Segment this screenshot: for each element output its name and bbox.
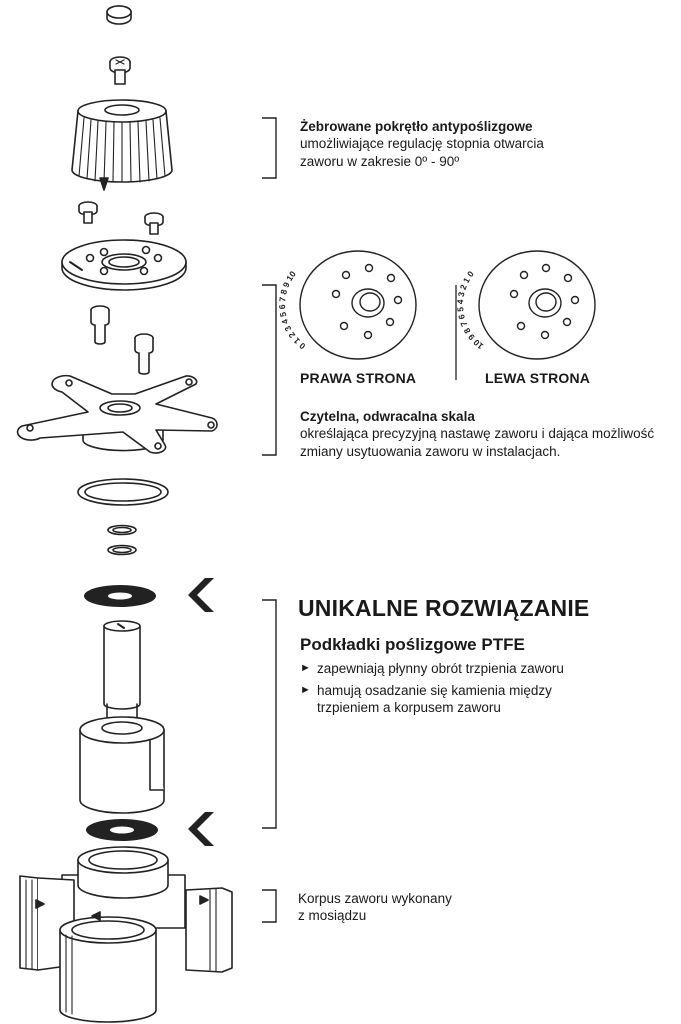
- ptfe-bullet-2-line-2: trzpieniem a korpusem zaworu: [317, 700, 501, 716]
- brass-valve-body: [20, 847, 232, 1022]
- left-side-label: LEWA STRONA: [485, 370, 591, 386]
- scale-desc-line-1: określająca precyzyjną nastawę zaworu i dająca możliwość: [300, 426, 655, 442]
- bullet-marker: ►: [300, 662, 311, 674]
- small-o-rings: [108, 526, 136, 555]
- unique-headline: UNIKALNE ROZWIĄZANIE: [298, 595, 590, 621]
- large-o-ring: [78, 479, 168, 505]
- bracket-knob: [262, 118, 276, 178]
- knob-desc-line-2: zaworu w zakresie 0º - 90º: [300, 153, 460, 169]
- bracket-body: [262, 890, 276, 922]
- ptfe-bullet-1-line-1: zapewniają płynny obrót trzpienia zaworu: [317, 661, 564, 676]
- ptfe-bullet-1: [300, 660, 630, 677]
- scale-plate: [62, 240, 186, 290]
- scale-right-dial: [300, 251, 416, 359]
- bracket-scale: [262, 285, 276, 455]
- mounting-bracket: [18, 376, 217, 453]
- bullet-marker: ►: [300, 684, 311, 696]
- valve-sleeve: [80, 717, 164, 813]
- right-dial-digits: 0 1 2 3 4 5 6 7 8 9 10: [276, 269, 308, 352]
- valve-stem: [104, 621, 140, 720]
- scale-description: [300, 408, 654, 460]
- ribbed-knob: [72, 100, 172, 190]
- scale-title: Czytelna, odwracalna skala: [300, 409, 475, 424]
- body-desc-line-1: Korpus zaworu wykonany: [298, 891, 452, 906]
- bracket-bolts: [91, 306, 153, 374]
- body-description: [298, 890, 452, 925]
- right-side-label: PRAWA STRONA: [300, 370, 417, 386]
- body-desc-line-2: z mosiądzu: [298, 908, 367, 924]
- left-dial-digits: 10 9 8 7 6 5 4 3 2 1 0: [455, 269, 486, 352]
- knob-fixing-screws: [79, 202, 163, 234]
- knob-title: Żebrowane pokrętło antypoślizgowe: [300, 119, 533, 134]
- ptfe-bullet-2-line-1: hamują osadzanie się kamienia między: [317, 683, 552, 698]
- ptfe-arrows: [188, 578, 214, 846]
- knob-desc-line-1: umożliwiające regulację stopnia otwarcia: [300, 136, 544, 152]
- scale-left-dial: [479, 251, 595, 359]
- knob-description: [300, 118, 544, 170]
- ptfe-bullet-2: [300, 682, 630, 717]
- ptfe-subtitle: Podkładki poślizgowe PTFE: [300, 635, 525, 654]
- knob-screw: [110, 57, 130, 84]
- scale-desc-line-2: zmiany usytuowania zaworu w instalacjach.: [300, 443, 561, 459]
- bracket-ptfe: [262, 600, 276, 828]
- knob-cap: [107, 6, 131, 24]
